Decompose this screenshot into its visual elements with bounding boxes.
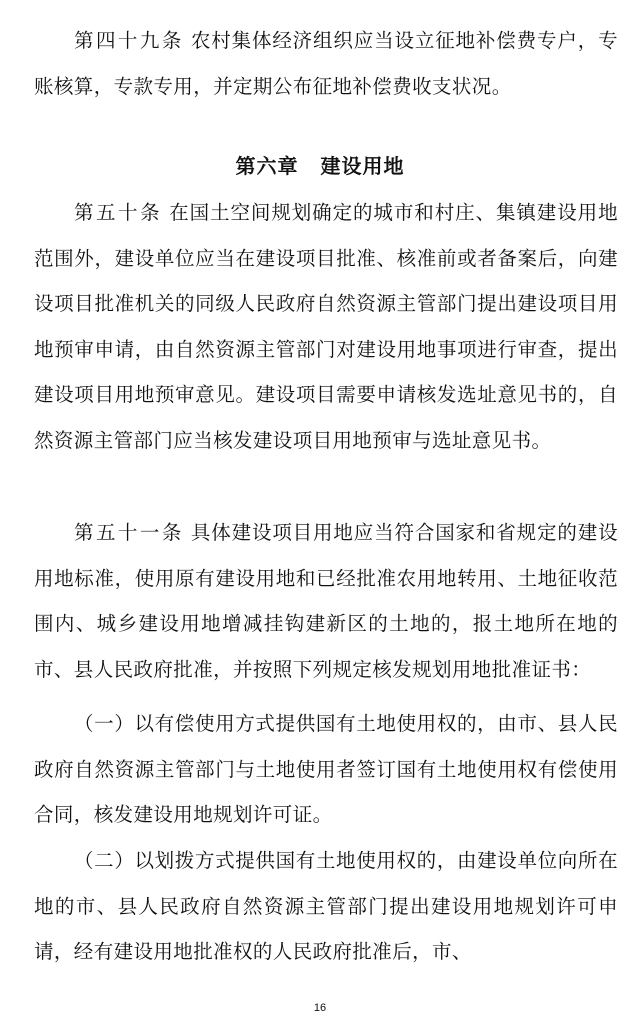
page-number: 16 <box>313 1002 327 1014</box>
chapter-heading <box>0 144 640 189</box>
article-49-label: 第四十九条 <box>74 29 184 52</box>
chapter-title: 建设用地 <box>320 154 405 178</box>
article-51-label: 第五十一条 <box>74 521 184 544</box>
article-50-paragraph <box>34 190 618 463</box>
article-51-item-2: （二）以划拨方式提供国有土地使用权的，由建设单位向所在地的市、县人民政府自然资源主管部门提出建设用地规划许可申请，经有建设用地批准权的人民政府批准后，市、 <box>34 849 618 963</box>
chapter-number: 第六章 <box>235 154 299 178</box>
article-49-text: 农村集体经济组织应当设立征地补偿费专户，专账核算，专款专用，并定期公布征地补偿费收支状况。 <box>34 29 618 98</box>
article-51-text: 具体建设项目用地应当符合国家和省规定的建设用地标准，使用原有建设用地和已经批准农用地转用、土地征收范围内、城乡建设用地增减挂钩建新区的土地的，报土地所在地的市、县人民政府批准，并按照下列规定核发规划用地批准证书： <box>34 521 618 681</box>
article-51-paragraph <box>34 510 618 692</box>
article-50-label: 第五十条 <box>74 201 163 224</box>
article-50-text: 在国土空间规划确定的城市和村庄、集镇建设用地范围外，建设单位应当在建设项目批准、核准前或者备案后，向建设项目批准机关的同级人民政府自然资源主管部门提出建设项目用地预审申请，由自然资源主管部门对建设用地事项进行审查，提出建设项目用地预审意见。建设项目需要申请核发选址意见书的，自然资源主管部门应当核发建设项目用地预审与选址意见书。 <box>34 201 618 452</box>
article-49-paragraph <box>34 18 618 109</box>
article-51-item-1: （一）以有偿使用方式提供国有土地使用权的，由市、县人民政府自然资源主管部门与土地使用者签订国有土地使用权有偿使用合同，核发建设用地规划许可证。 <box>34 712 618 826</box>
